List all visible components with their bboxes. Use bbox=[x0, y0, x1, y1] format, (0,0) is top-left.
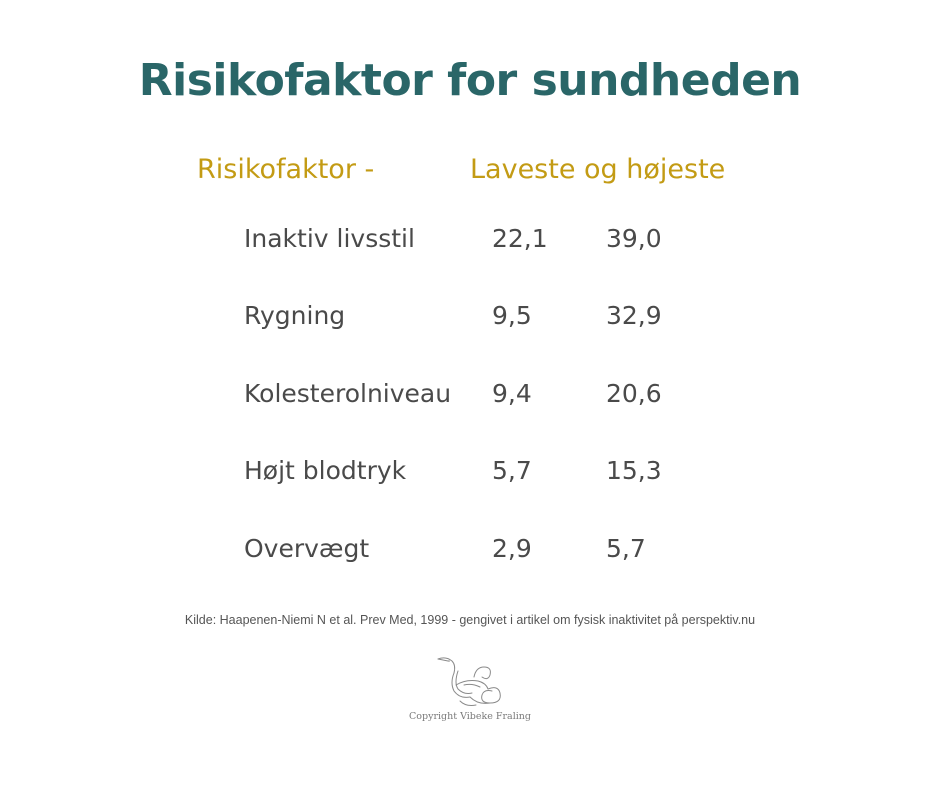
table-row bbox=[0, 379, 940, 413]
column-header-risk-factor: Risikofaktor - bbox=[197, 154, 375, 185]
highest-value: 20,6 bbox=[606, 379, 662, 408]
lowest-value: 5,7 bbox=[492, 456, 532, 485]
source-citation: Kilde: Haapenen-Niemi N et al. Prev Med, 1999 - gengivet i artikel om fysisk inaktivitet på perspektiv.nu bbox=[184, 613, 756, 627]
lowest-value: 9,4 bbox=[492, 379, 532, 408]
table-row bbox=[0, 224, 940, 258]
heron-dragon-logo-icon bbox=[436, 655, 506, 710]
column-header-lowest-highest: Laveste og højeste bbox=[470, 154, 726, 185]
highest-value: 39,0 bbox=[606, 224, 662, 253]
risk-factor-name: Rygning bbox=[244, 301, 346, 330]
risk-factor-name: Kolesterolniveau bbox=[244, 379, 452, 408]
risk-factor-name: Højt blodtryk bbox=[244, 456, 407, 485]
lowest-value: 9,5 bbox=[492, 301, 532, 330]
highest-value: 5,7 bbox=[606, 534, 646, 563]
page-title: Risikofaktor for sundheden bbox=[138, 55, 802, 106]
table-row bbox=[0, 301, 940, 335]
lowest-value: 2,9 bbox=[492, 534, 532, 563]
highest-value: 15,3 bbox=[606, 456, 662, 485]
table-row bbox=[0, 456, 940, 490]
copyright-text: Copyright Vibeke Fraling bbox=[409, 711, 531, 722]
lowest-value: 22,1 bbox=[492, 224, 548, 253]
table-row bbox=[0, 534, 940, 568]
risk-factor-name: Inaktiv livsstil bbox=[244, 224, 415, 253]
highest-value: 32,9 bbox=[606, 301, 662, 330]
risk-factor-name: Overvægt bbox=[244, 534, 370, 563]
